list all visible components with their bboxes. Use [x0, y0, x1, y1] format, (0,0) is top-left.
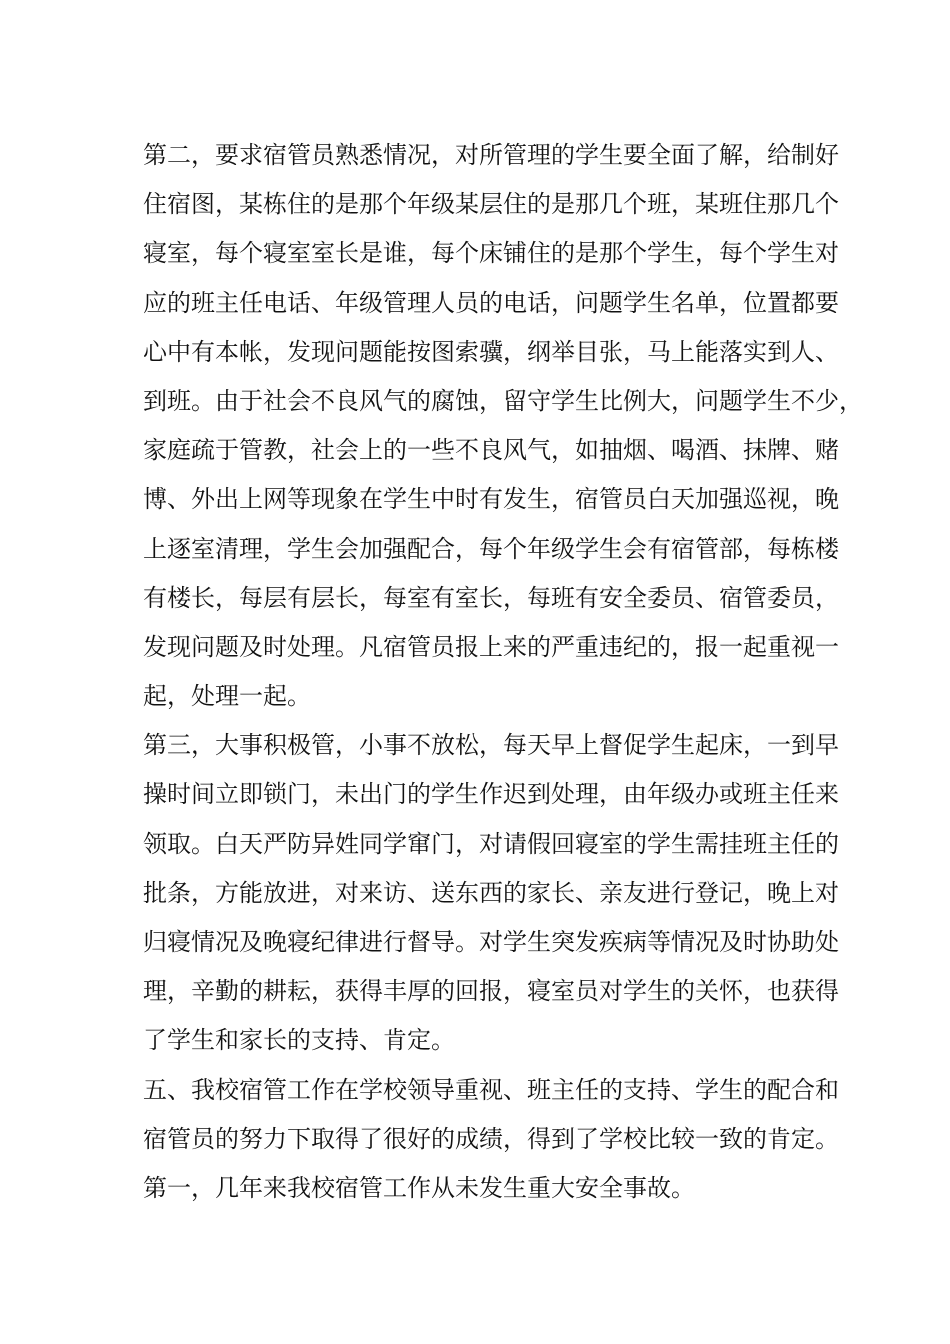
text-line: 发现问题及时处理。凡宿管员报上来的严重违纪的，报一起重视一 — [143, 632, 839, 661]
text-line: 五、我校宿管工作在学校领导重视、班主任的支持、学生的配合和 — [143, 1075, 839, 1104]
text-line: 宿管员的努力下取得了很好的成绩，得到了学校比较一致的肯定。 — [143, 1124, 839, 1153]
text-line: 批条，方能放进，对来访、送东西的家长、亲友进行登记，晚上对 — [143, 878, 839, 907]
document-body — [143, 131, 863, 1213]
text-line: 了学生和家长的支持、肯定。 — [143, 1026, 455, 1055]
text-line: 上逐室清理，学生会加强配合，每个年级学生会有宿管部，每栋楼 — [143, 534, 839, 563]
text-line: 有楼长，每层有层长，每室有室长，每班有安全委员、宿管委员， — [143, 583, 839, 612]
text-line: 操时间立即锁门，未出门的学生作迟到处理，由年级办或班主任来 — [143, 780, 839, 809]
text-line: 归寝情况及晚寝纪律进行督导。对学生突发疾病等情况及时协助处 — [143, 928, 839, 956]
text-line: 心中有本帐，发现问题能按图索骥，纲举目张，马上能落实到人、 — [143, 337, 839, 366]
text-line: 住宿图，某栋住的是那个年级某层住的是那几个班，某班住那几个 — [143, 190, 839, 219]
text-line: 第一，几年来我校宿管工作从未发生重大安全事故。 — [143, 1173, 695, 1202]
text-line: 理，辛勤的耕耘，获得丰厚的回报，寝室员对学生的关怀，也获得 — [143, 977, 839, 1006]
text-line: 博、外出上网等现象在学生中时有发生，宿管员白天加强巡视，晚 — [143, 485, 839, 514]
text-line: 应的班主任电话、年级管理人员的电话，问题学生名单，位置都要 — [143, 288, 839, 317]
text-line: 起，处理一起。 — [143, 682, 311, 711]
text-line: 第三，大事积极管，小事不放松，每天早上督促学生起床，一到早 — [143, 731, 839, 760]
text-line: 寝室，每个寝室室长是谁，每个床铺住的是那个学生，每个学生对 — [143, 239, 839, 268]
text-line: 第二，要求宿管员熟悉情况，对所管理的学生要全面了解，给制好 — [143, 141, 839, 169]
text-line: 家庭疏于管教，社会上的一些不良风气，如抽烟、喝酒、抹牌、赌 — [143, 436, 839, 465]
text-line: 领取。白天严防异姓同学窜门，对请假回寝室的学生需挂班主任的 — [143, 829, 839, 858]
text-line: 到班。由于社会不良风气的腐蚀，留守学生比例大，问题学生不少， — [143, 386, 863, 415]
